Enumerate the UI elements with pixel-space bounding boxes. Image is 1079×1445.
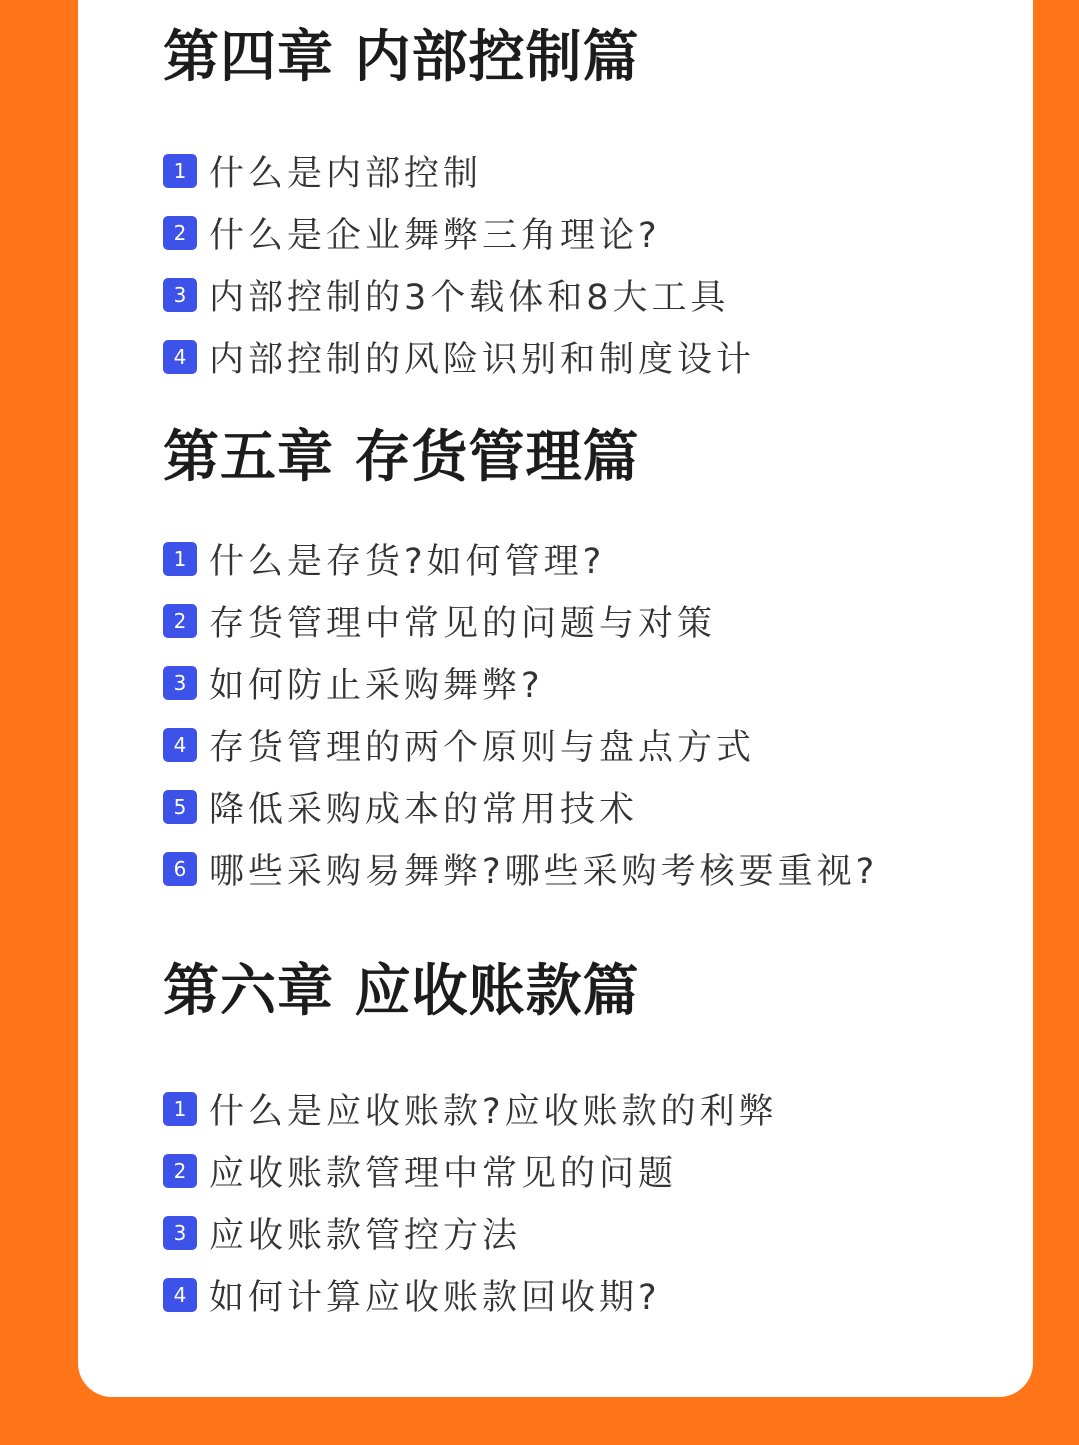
list-item (163, 590, 983, 652)
number-badge: 6 (163, 852, 197, 886)
list-item (163, 776, 983, 838)
list-item-text: 什么是存货?如何管理? (209, 542, 606, 582)
list-item-text: 应收账款管控方法 (209, 1216, 522, 1256)
list-item-text: 什么是企业舞弊三角理论? (209, 216, 661, 256)
list-item-text: 如何防止采购舞弊? (209, 666, 544, 706)
number-badge: 2 (163, 1154, 197, 1188)
chapter-4-section (163, 25, 983, 380)
chapter-4-list (163, 140, 983, 388)
number-badge: 5 (163, 790, 197, 824)
number-badge: 4 (163, 728, 197, 762)
list-item (163, 714, 983, 776)
list-item-text: 存货管理的两个原则与盘点方式 (209, 728, 756, 768)
list-item (163, 264, 983, 326)
number-badge: 2 (163, 604, 197, 638)
list-item (163, 838, 983, 900)
number-badge: 3 (163, 1216, 197, 1250)
number-badge: 3 (163, 278, 197, 312)
chapter-title: 第四章 内部控制篇 (163, 25, 640, 90)
list-item (163, 528, 983, 590)
list-item (163, 1202, 983, 1264)
number-badge: 3 (163, 666, 197, 700)
list-item (163, 326, 983, 388)
list-item-text: 应收账款管理中常见的问题 (209, 1154, 678, 1194)
list-item (163, 1078, 983, 1140)
list-item-text: 哪些采购易舞弊?哪些采购考核要重视? (209, 852, 879, 892)
number-badge: 1 (163, 1092, 197, 1126)
chapter-6-section (163, 959, 983, 1318)
list-item-text: 存货管理中常见的问题与对策 (209, 604, 717, 644)
chapter-6-list (163, 1078, 983, 1326)
number-badge: 1 (163, 542, 197, 576)
list-item-text: 内部控制的3个载体和8大工具 (209, 278, 730, 318)
chapter-title: 第五章 存货管理篇 (163, 425, 640, 490)
list-item (163, 140, 983, 202)
chapter-title: 第六章 应收账款篇 (163, 959, 640, 1024)
list-item-text: 降低采购成本的常用技术 (209, 790, 639, 830)
list-item-text: 什么是内部控制 (209, 154, 483, 194)
number-badge: 4 (163, 1278, 197, 1312)
list-item-text: 什么是应收账款?应收账款的利弊 (209, 1092, 778, 1132)
list-item-text: 如何计算应收账款回收期? (209, 1278, 661, 1318)
chapter-5-list (163, 528, 983, 900)
number-badge: 4 (163, 340, 197, 374)
number-badge: 1 (163, 154, 197, 188)
list-item (163, 652, 983, 714)
list-item (163, 202, 983, 264)
list-item (163, 1140, 983, 1202)
chapter-5-section (163, 425, 983, 892)
list-item (163, 1264, 983, 1326)
list-item-text: 内部控制的风险识别和制度设计 (209, 340, 756, 380)
content-card (78, 0, 1033, 1397)
number-badge: 2 (163, 216, 197, 250)
